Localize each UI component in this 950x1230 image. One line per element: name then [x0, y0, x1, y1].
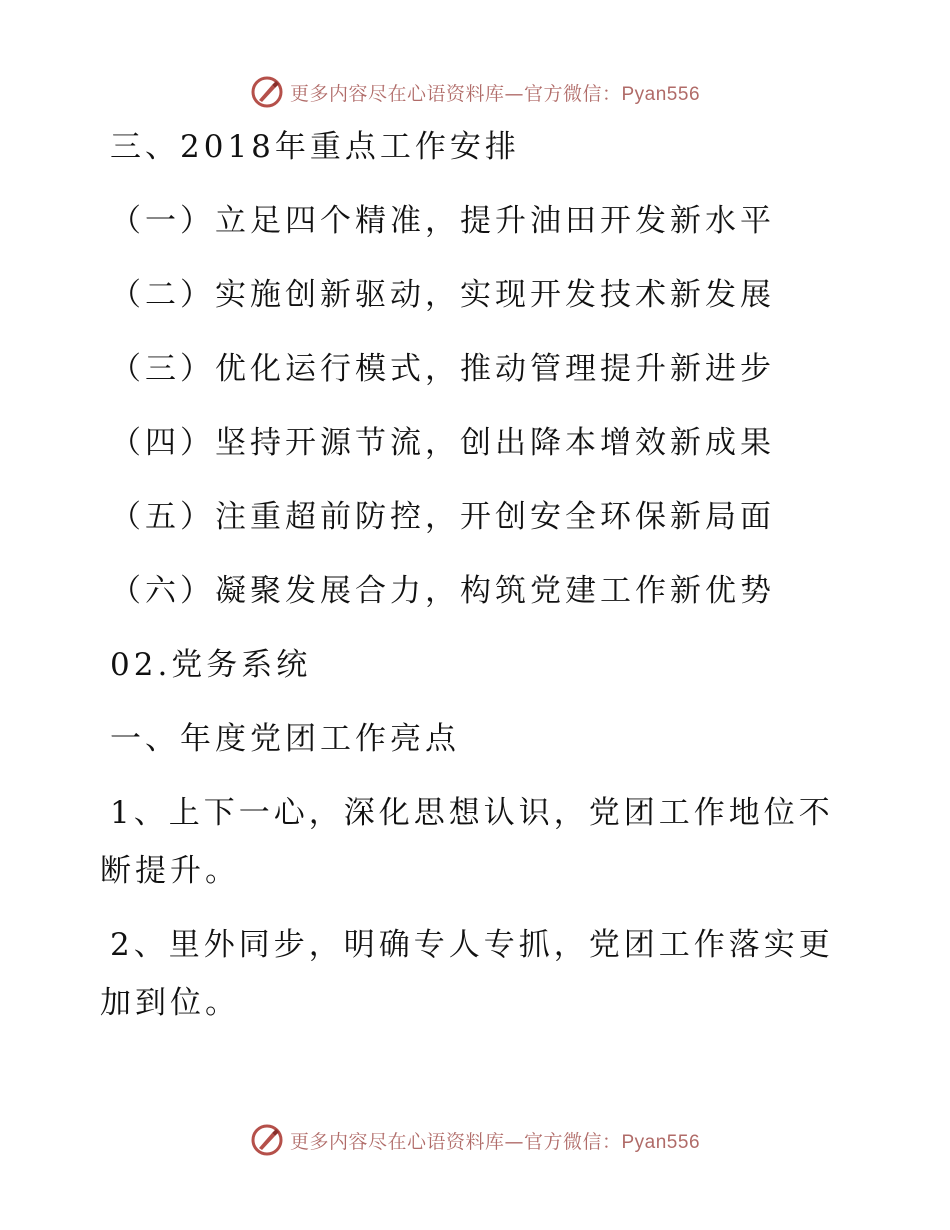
footer-watermark: [0, 1120, 950, 1160]
section-heading: 三、2018年重点工作安排: [110, 129, 520, 165]
pen-logo-icon: [250, 1123, 284, 1157]
watermark-handle: Pyan556: [621, 1131, 701, 1153]
watermark-handle: Pyan556: [621, 83, 701, 105]
paragraph: 2、里外同步，明确专人专抓，党团工作落实更加到位。: [100, 927, 834, 1021]
paragraph: 1、上下一心，深化思想认识，党团工作地位不断提升。: [100, 795, 834, 889]
list-item: （二）实施创新驱动，实现开发技术新发展: [110, 277, 775, 313]
list-item: （一）立足四个精准，提升油田开发新水平: [110, 203, 775, 239]
watermark-text: [290, 1127, 700, 1154]
list-item: （五）注重超前防控，开创安全环保新局面: [110, 499, 775, 535]
watermark-label: 更多内容尽在心语资料库—官方微信：: [289, 1130, 622, 1153]
watermark-label: 更多内容尽在心语资料库—官方微信：: [289, 82, 622, 105]
watermark-text: [290, 79, 700, 106]
list-item: （四）坚持开源节流，创出降本增效新成果: [110, 425, 775, 461]
pen-logo-icon: [250, 75, 284, 109]
section-title: 02.党务系统: [110, 647, 312, 683]
list-item: （六）凝聚发展合力，构筑党建工作新优势: [110, 573, 775, 609]
section-heading: 一、年度党团工作亮点: [110, 721, 460, 757]
header-watermark: [0, 72, 950, 112]
list-item: （三）优化运行模式，推动管理提升新进步: [110, 351, 775, 387]
